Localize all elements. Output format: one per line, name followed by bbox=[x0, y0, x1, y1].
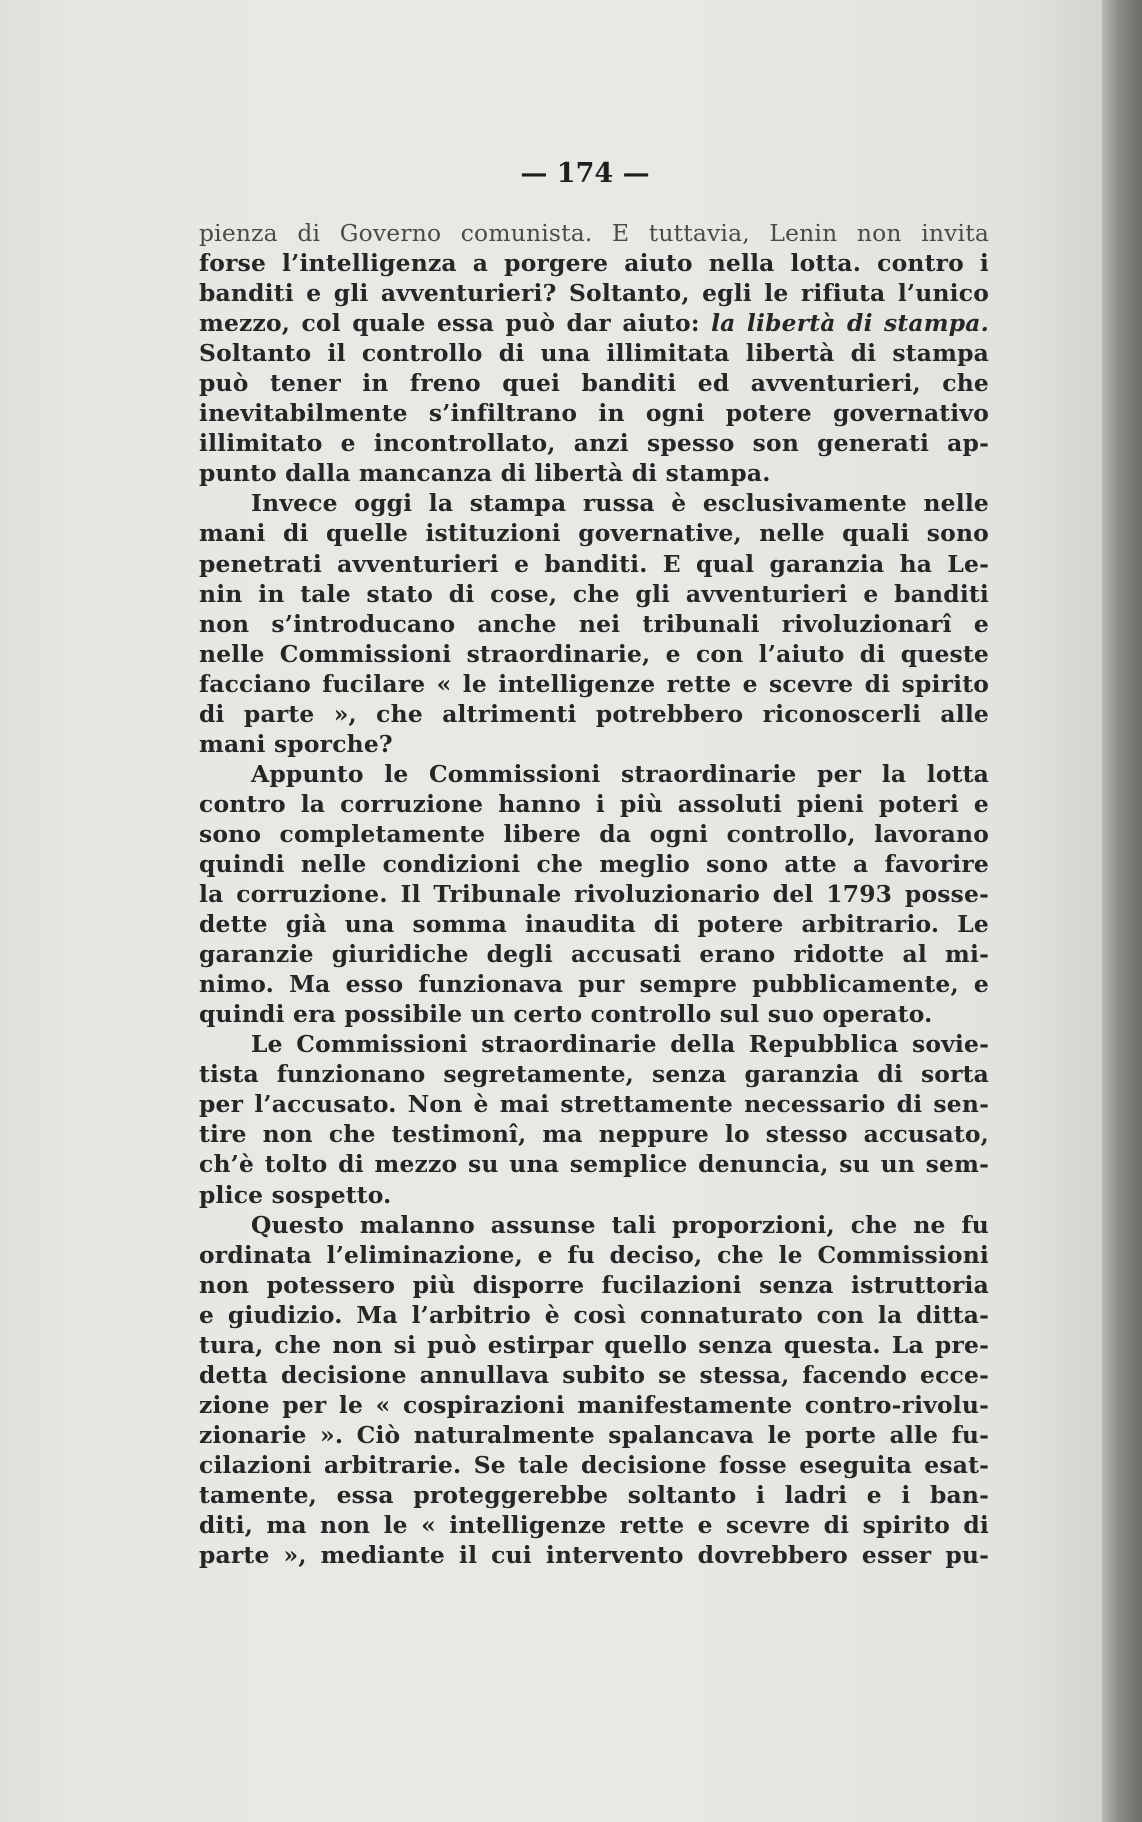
text-line: tamente, essa proteggerebbe soltanto i ladri e i ban- bbox=[199, 1480, 989, 1509]
text-line: plice sospetto. bbox=[199, 1180, 392, 1209]
text-line: pienza di Governo comunista. E tuttavia, Lenin non invita bbox=[199, 219, 989, 247]
text-line: ch’è tolto di mezzo su una semplice denuncia, su un sem- bbox=[199, 1150, 989, 1179]
text-line: nin in tale stato di cose, che gli avventurieri e banditi bbox=[199, 579, 989, 608]
text-line: tura, che non si può estirpar quello senza questa. La pre- bbox=[199, 1330, 989, 1359]
text-line: nimo. Ma esso funzionava pur sempre pubblicamente, e bbox=[199, 970, 989, 999]
text-line: forse l’intelligenza a porgere aiuto nella lotta. contro i bbox=[199, 249, 989, 278]
text-line: garanzie giuridiche degli accusati erano ridotte al mi- bbox=[199, 940, 989, 969]
text-line: illimitato e incontrollato, anzi spesso son generati ap- bbox=[199, 429, 989, 458]
text-line: contro la corruzione hanno i più assoluti pieni poteri e bbox=[199, 789, 989, 818]
page-text bbox=[199, 218, 989, 1570]
text-line: zionarie ». Ciò naturalmente spalancava le porte alle fu- bbox=[199, 1420, 989, 1449]
text-line: mani di quelle istituzioni governative, nelle quali sono bbox=[199, 519, 989, 548]
text-line: detta decisione annullava subito se stessa, facendo ecce- bbox=[199, 1360, 989, 1389]
text-line: e giudizio. Ma l’arbitrio è così connaturato con la ditta- bbox=[199, 1300, 989, 1329]
text-line: parte », mediante il cui intervento dovrebbero esser pu- bbox=[199, 1541, 989, 1570]
text-line: Questo malanno assunse tali proporzioni, che ne fu bbox=[251, 1210, 989, 1239]
text-line: mani sporche? bbox=[199, 729, 393, 758]
text-line: tire non che testimonî, ma neppure lo stesso accusato, bbox=[199, 1120, 989, 1149]
text-line: cilazioni arbitrarie. Se tale decisione fosse eseguita esat- bbox=[199, 1450, 989, 1479]
text-line: facciano fucilare « le intelligenze rette e scevre di spirito bbox=[199, 669, 989, 698]
text-line: sono completamente libere da ogni controllo, lavorano bbox=[199, 819, 989, 848]
text-line: dette già una somma inaudita di potere arbitrario. Le bbox=[199, 910, 989, 939]
text-line: non s’introducano anche nei tribunali rivoluzionarî e bbox=[199, 609, 989, 638]
text-line: Le Commissioni straordinarie della Repubblica sovie- bbox=[251, 1030, 989, 1059]
text-line: di parte », che altrimenti potrebbero riconoscerli alle bbox=[199, 699, 989, 728]
text-line: quindi era possibile un certo controllo sul suo operato. bbox=[199, 1000, 933, 1029]
text-line: può tener in freno quei banditi ed avventurieri, che bbox=[199, 369, 989, 398]
text-line: quindi nelle condizioni che meglio sono atte a favorire bbox=[199, 849, 989, 878]
text-line: Appunto le Commissioni straordinarie per la lotta bbox=[251, 759, 989, 788]
text-line: penetrati avventurieri e banditi. E qual garanzia ha Le- bbox=[199, 549, 989, 578]
text-line: mezzo, col quale essa può dar aiuto: la libertà di stampa. bbox=[199, 309, 989, 338]
text-line: per l’accusato. Non è mai strettamente necessario di sen- bbox=[199, 1090, 989, 1119]
text-line: punto dalla mancanza di libertà di stampa. bbox=[199, 459, 771, 488]
text-line: Invece oggi la stampa russa è esclusivamente nelle bbox=[251, 489, 989, 518]
text-line: inevitabilmente s’infiltrano in ogni potere governativo bbox=[199, 399, 989, 428]
text-line: zione per le « cospirazioni manifestamente contro-rivolu- bbox=[199, 1390, 989, 1419]
text-line: tista funzionano segretamente, senza garanzia di sorta bbox=[199, 1060, 989, 1089]
text-line: banditi e gli avventurieri? Soltanto, egli le rifiuta l’unico bbox=[199, 279, 989, 308]
text-line: diti, ma non le « intelligenze rette e scevre di spirito di bbox=[199, 1511, 989, 1540]
italic-phrase: la libertà di stampa. bbox=[711, 309, 989, 338]
text-line: non potessero più disporre fucilazioni senza istruttoria bbox=[199, 1270, 989, 1299]
book-edge bbox=[1102, 0, 1142, 1822]
page-number: — 174 — bbox=[520, 158, 650, 189]
text-line: ordinata l’eliminazione, e fu deciso, che le Commissioni bbox=[199, 1240, 989, 1269]
text-line: nelle Commissioni straordinarie, e con l’aiuto di queste bbox=[199, 639, 989, 668]
text-line: la corruzione. Il Tribunale rivoluzionario del 1793 posse- bbox=[199, 880, 989, 909]
text-line: Soltanto il controllo di una illimitata libertà di stampa bbox=[199, 339, 989, 368]
